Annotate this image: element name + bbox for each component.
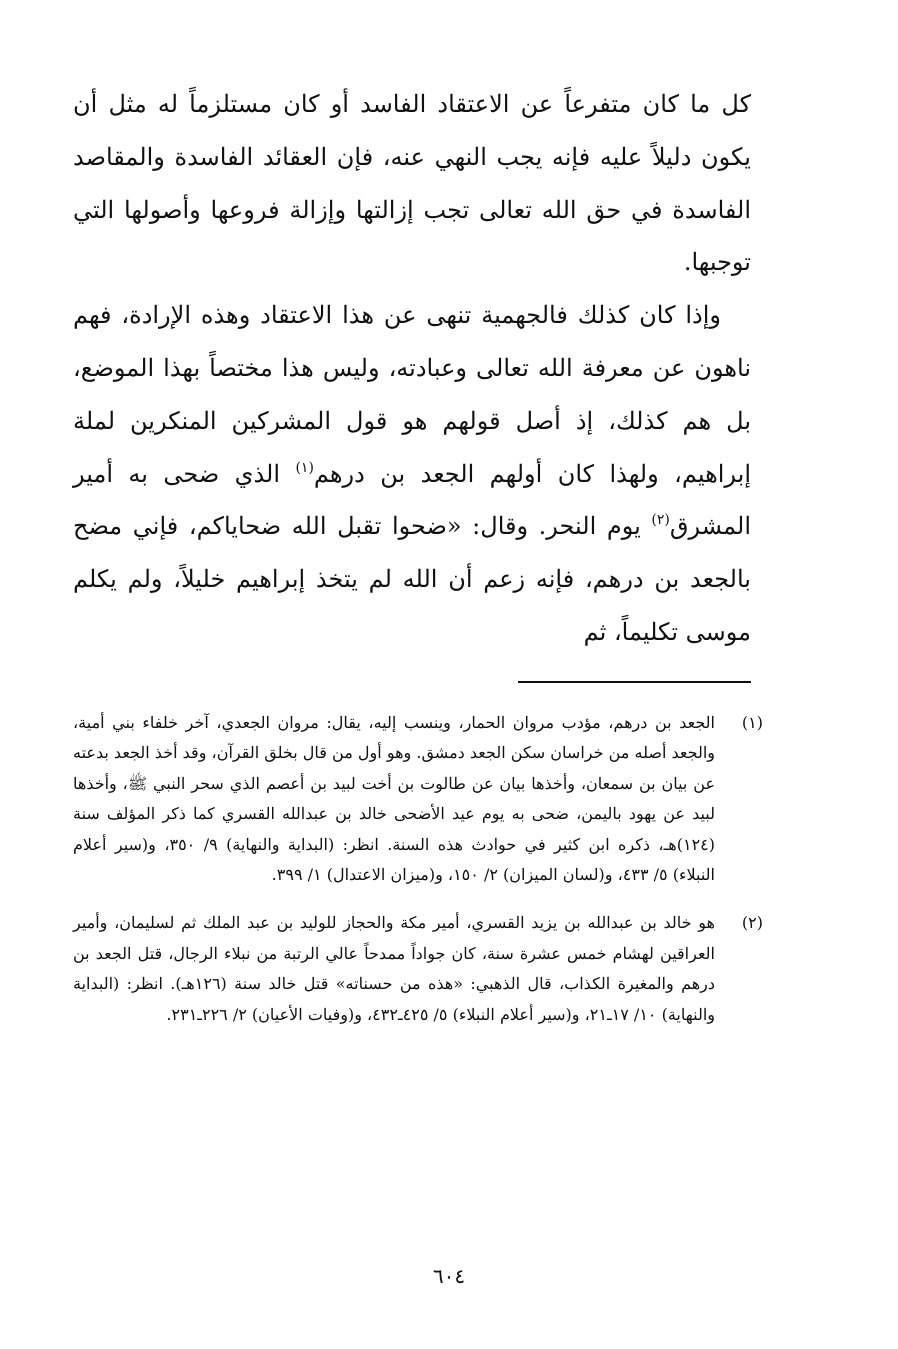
paragraph-2 [73,289,751,659]
footnote-text: هو خالد بن عبدالله بن يزيد القسري، أمير مكة والحجاز للوليد بن عبد الملك ثم لسليمان، وأمير العراقين لهشام خمس عشرة سنة، كان جواداً ممدحاً عالي الرتبة من نبلاء الرجال، قتل الجعد بن درهم والمغيرة الكذاب، قال الذهبي: «هذه من حسناته» قتل خالد سنة (١٢٦هـ). انظر: (البداية والنهاية) ١٠/ ١٧ـ٢١، و(سير أعلام النبلاء) ٥/ ٤٢٥ـ٤٣٢، و(وفيات الأعيان) ٢/ ٢٢٦ـ٢٣١. [73,913,716,1024]
paragraph-1: كل ما كان متفرعاً عن الاعتقاد الفاسد أو كان مستلزماً له مثل أن يكون دليلاً عليه فإنه يجب النهي عنه، فإن العقائد الفاسدة والمقاصد الفاسدة في حق الله تعالى تجب إزالتها وإزالة فروعها وأصولها التي توجبها. [73,90,751,277]
footnote-ref-1[interactable]: (١) [295,459,314,476]
footnote-1 [73,708,763,890]
footnotes [73,708,763,1048]
footnote-2 [73,908,763,1030]
main-text [73,78,751,659]
footnote-separator [518,681,751,683]
paragraph-2-part-2: الذي ضحى به أمير المشرق [73,459,751,541]
page-number: ٦٠٤ [432,1264,466,1288]
paragraph-2-part-1: وإذا كان كذلك فالجهمية تنهى عن هذا الاعتقاد وهذه الإرادة، فهم ناهون عن معرفة الله تعالى وعبادته، وليس هذا مختصاً بهذا الموضع، بل هم كذلك، إذ أصل قولهم هو قول المشركين المنكرين لملة إبراهيم، ولهذا كان أولهم الجعد بن درهم [73,301,751,488]
footnote-ref-2[interactable]: (٢) [651,512,670,529]
footnote-number: (٢) [741,913,763,933]
footnote-number: (١) [741,713,763,732]
paragraph-2-part-3: يوم النحر. وقال: «ضحوا تقبل الله ضحاياكم، فإني مضح بالجعد بن درهم، فإنه زعم أن الله لم يتخذ إبراهيم خليلاً، ولم يكلم موسى تكليماً، ثم [73,512,751,646]
footnote-text: الجعد بن درهم، مؤدب مروان الحمار، وينسب إليه، يقال: مروان الجعدي، آخر خلفاء بني أمية، والجعد أصله من خراسان سكن الجعد دمشق. وهو أول من قال بخلق القرآن، وقد أخذ الجعد بدعته عن بيان بن سمعان، وأخذها بيان عن طالوت بن أخت لبيد بن أعصم الذي سحر النبي ﷺ، وأخذها لبيد عن يهود باليمن، ضحى به يوم عيد الأضحى خالد بن عبدالله القسري كما ذكر المؤلف سنة (١٢٤)هـ، ذكره ابن كثير في حوادث هذه السنة. انظر: (البداية والنهاية) ٩/ ٣٥٠، و(سير أعلام النبلاء) ٥/ ٤٣٣، و(لسان الميزان) ٢/ ١٥٠، و(ميزان الاعتدال) ١/ ٣٩٩. [73,713,716,885]
